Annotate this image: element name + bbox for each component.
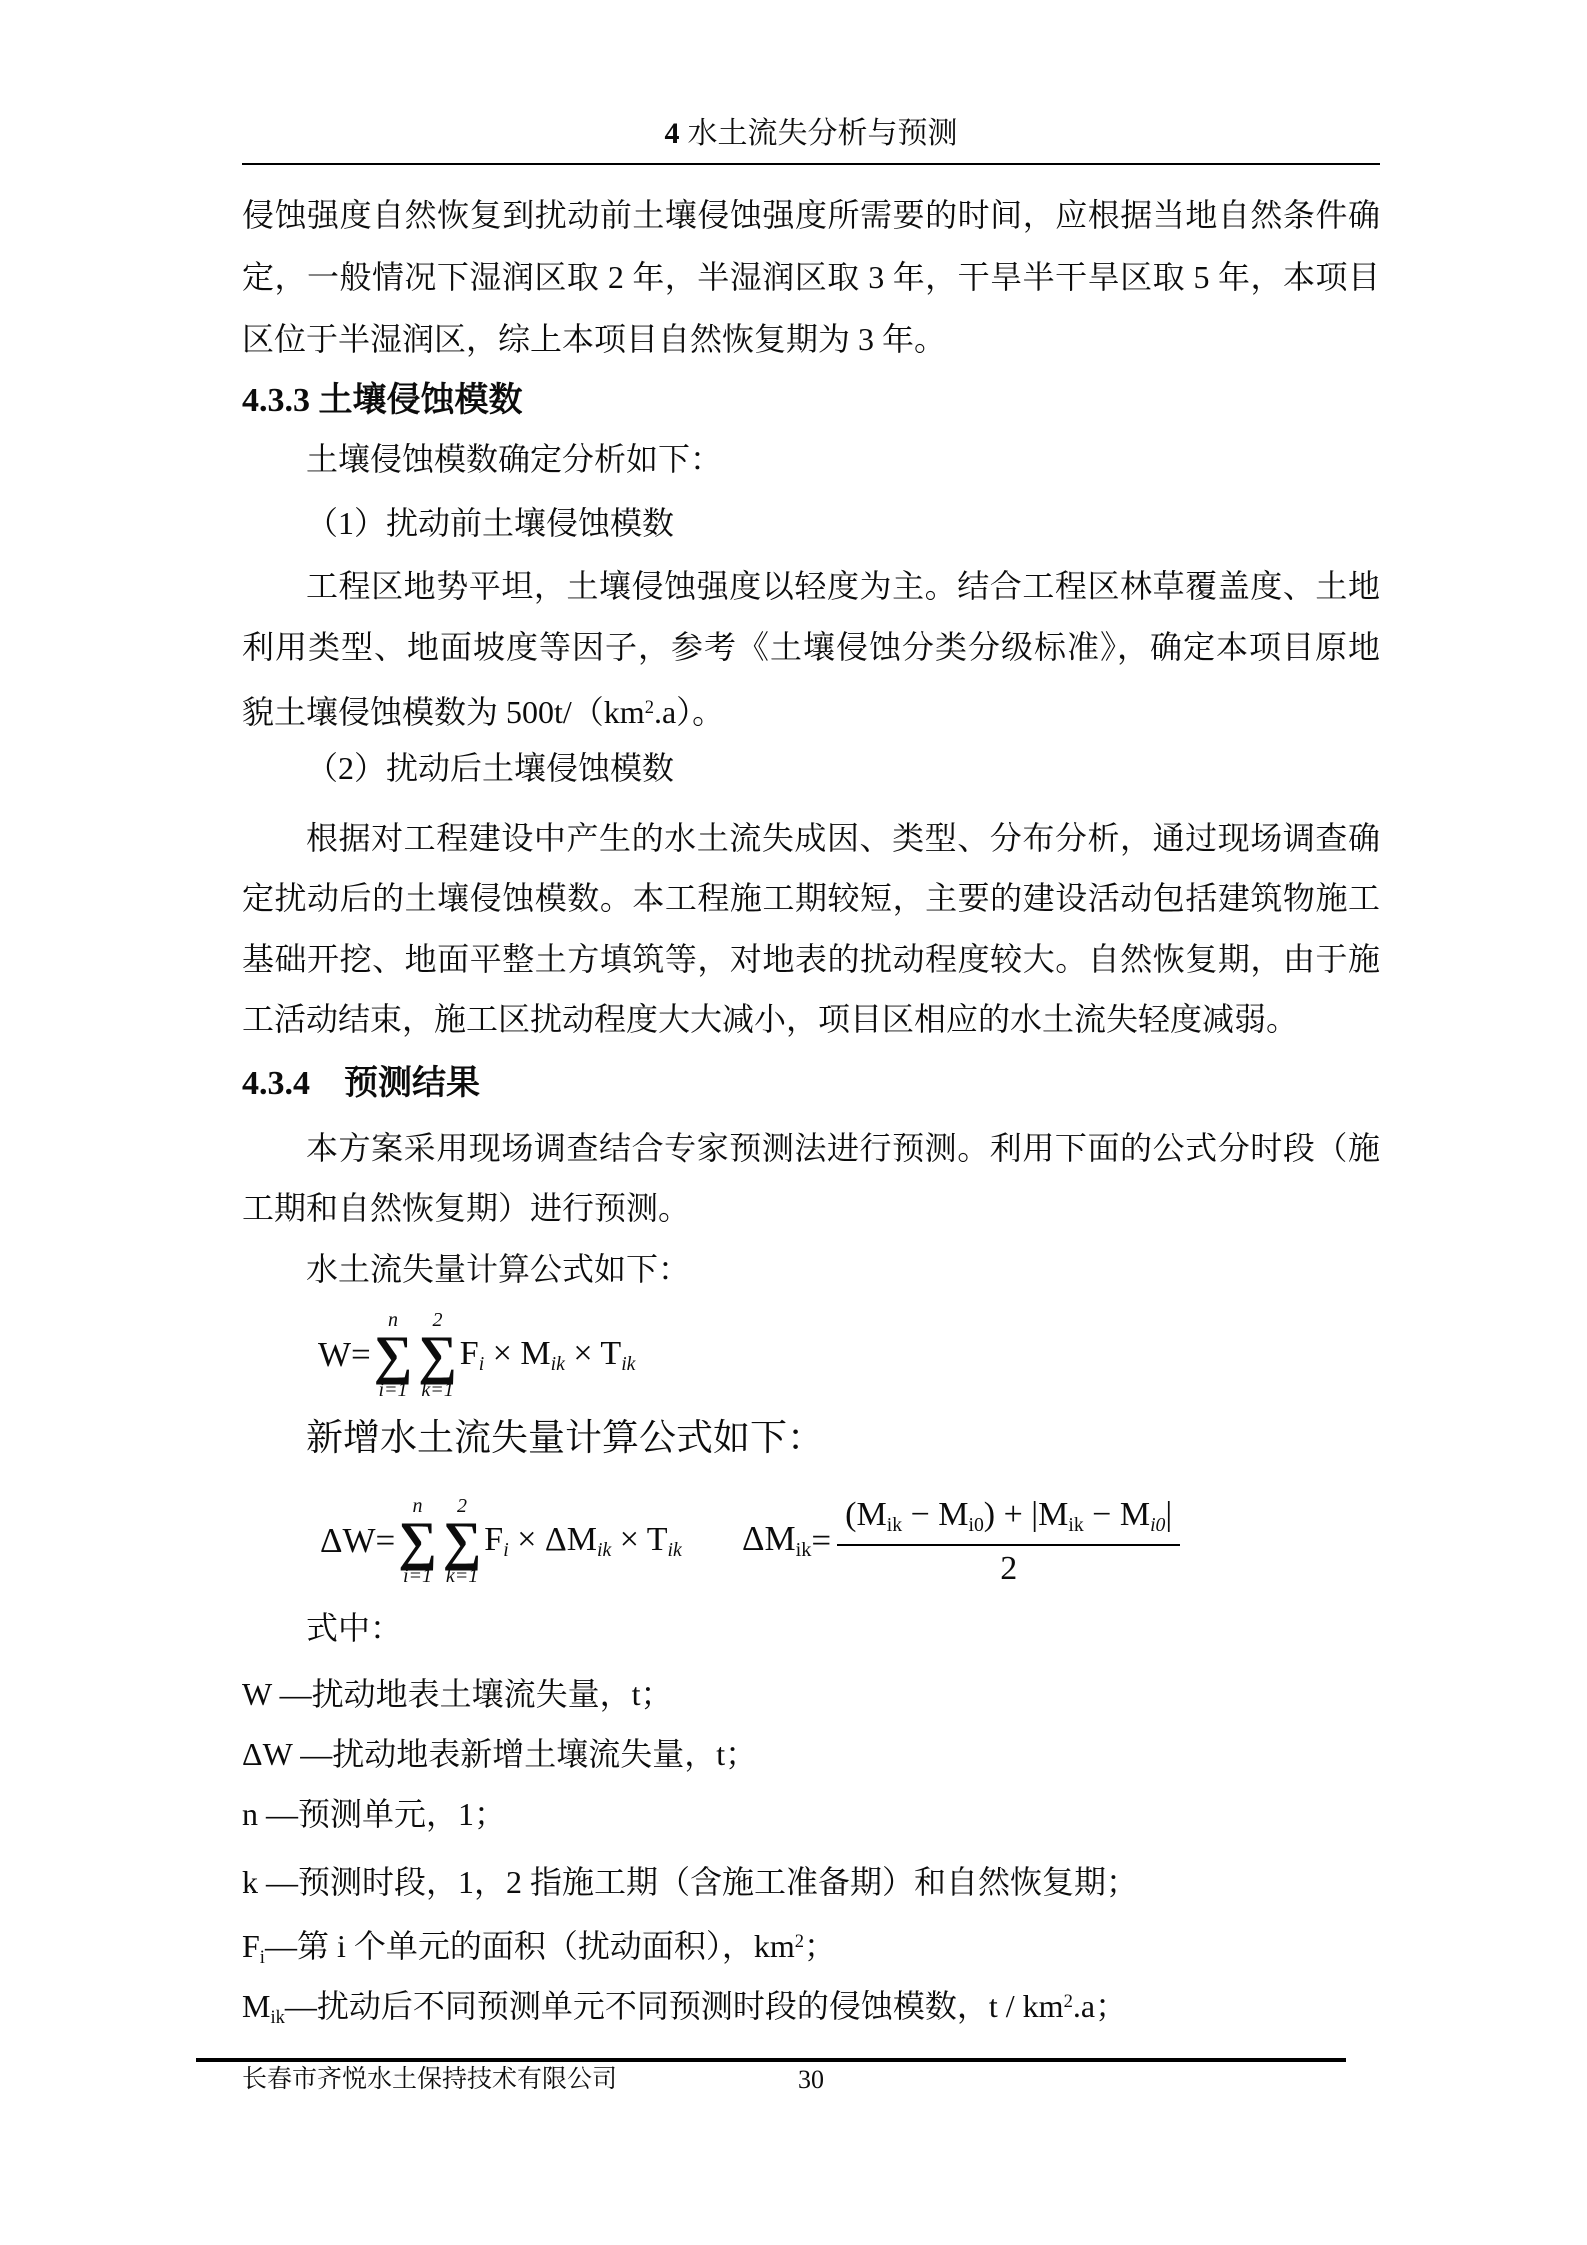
fraction xyxy=(837,1495,1180,1587)
body-text-line: 根据对工程建设中产生的水土流失成因、类型、分布分析，通过现场调查确 xyxy=(306,820,1380,856)
symbol-definition-k: k —预测时段，1，2 指施工期（含施工准备期）和自然恢复期； xyxy=(242,1864,1139,1900)
body-text-line: 基础开挖、地面平整土方填筑等，对地表的扰动程度较大。自然恢复期，由于施 xyxy=(242,941,1380,977)
sum-lower-limit: k=1 xyxy=(421,1379,454,1401)
symbol-definition-dw: ΔW —扰动地表新增土壤流失量，t； xyxy=(242,1736,758,1772)
sum-upper-limit: n xyxy=(412,1495,423,1517)
list-item-1-before-disturbance: （1）扰动前土壤侵蚀模数 xyxy=(306,505,675,541)
body-text-line: 利用类型、地面坡度等因子，参考《土壤侵蚀分类分级标准》，确定本项目原地 xyxy=(242,629,1380,665)
body-text-line: 本方案采用现场调查结合专家预测法进行预测。利用下面的公式分时段（施 xyxy=(306,1130,1380,1166)
body-text-line: 工期和自然恢复期）进行预测。 xyxy=(242,1190,691,1226)
list-item-2-after-disturbance: （2）扰动后土壤侵蚀模数 xyxy=(306,750,675,786)
sum-lower-limit: i=1 xyxy=(378,1379,408,1401)
symbol-definition-fi: Fi—第 i 个单元的面积（扰动面积），$km^2$； xyxy=(242,1928,837,1968)
body-text-line: 侵蚀强度自然恢复到扰动前土壤侵蚀强度所需要的时间，应根据当地自然条件确 xyxy=(242,197,1380,233)
sum-upper-limit: 2 xyxy=(457,1495,468,1517)
sigma-icon: ∑ xyxy=(442,1511,482,1571)
body-text-line: 工活动结束，施工区扰动程度大大减小，项目区相应的水土流失轻度减弱。 xyxy=(242,1001,1299,1037)
body-text-line: 水土流失量计算公式如下： xyxy=(306,1251,691,1287)
formula-delta-m xyxy=(742,1486,1180,1596)
sum-operator xyxy=(398,1496,437,1586)
body-text-line: 土壤侵蚀模数确定分析如下： xyxy=(306,441,723,477)
sigma-icon: ∑ xyxy=(373,1325,413,1385)
symbol-definition-mik: Mik—扰动后不同预测单元不同预测时段的侵蚀模数，t / $km^2.a$； xyxy=(242,1988,1128,2028)
sum-operator xyxy=(418,1310,457,1400)
sigma-icon: ∑ xyxy=(418,1325,457,1385)
sum-lower-limit: i=1 xyxy=(403,1565,433,1587)
formula-rhs: Fi × Mik × Tik xyxy=(459,1334,636,1375)
body-text-line: 区位于半湿润区，综上本项目自然恢复期为 3 年。 xyxy=(242,321,947,357)
body-text-line: 定，一般情况下湿润区取 2 年，半湿润区取 3 年，干旱半干旱区取 5 年，本项目 xyxy=(242,259,1380,295)
equals-sign: = xyxy=(811,1521,832,1560)
formula-new-soil-loss xyxy=(320,1486,682,1596)
body-text-line: 新增水土流失量计算公式如下： xyxy=(306,1418,824,1459)
body-text-line: 定扰动后的土壤侵蚀模数。本工程施工期较短，主要的建设活动包括建筑物施工 xyxy=(242,880,1380,916)
footer-company-name: 长春市齐悦水土保持技术有限公司 xyxy=(242,2066,618,2093)
page-content xyxy=(242,0,1380,2245)
formula-lhs: ΔW= xyxy=(320,1521,396,1560)
body-text-line: 工程区地势平坦，土壤侵蚀强度以轻度为主。结合工程区林草覆盖度、土地 xyxy=(306,568,1380,604)
footer-page-number: 30 xyxy=(798,2065,824,2094)
sum-upper-limit: 2 xyxy=(432,1309,443,1331)
sigma-icon: ∑ xyxy=(398,1511,437,1571)
footer-rule xyxy=(196,2058,1346,2062)
symbol-definition-w: W —扰动地表土壤流失量，t； xyxy=(242,1676,673,1712)
formula-lhs: ΔMik xyxy=(742,1519,812,1562)
sum-operator xyxy=(374,1310,413,1400)
sum-lower-limit: k=1 xyxy=(445,1565,479,1587)
body-text-line: 貌土壤侵蚀模数为 $500t/(km^2.a)$。 xyxy=(242,694,725,731)
formula-lhs: W= xyxy=(318,1335,371,1374)
fraction-denominator: 2 xyxy=(1000,1549,1018,1587)
formula-total-soil-loss xyxy=(318,1305,635,1405)
section-heading-4-3-4: 4.3.4 预测结果 xyxy=(242,1065,480,1102)
formula-rhs: Fi × ΔMik × Tik xyxy=(484,1520,682,1561)
fraction-numerator: (Mik − Mi0) + |Mik − Mi0| xyxy=(837,1495,1180,1546)
header-rule xyxy=(242,163,1380,165)
header-chapter-number: 4 xyxy=(664,117,680,150)
body-text-line: 式中： xyxy=(306,1610,403,1646)
sum-operator xyxy=(443,1496,482,1586)
section-heading-4-3-3: 4.3.3 土壤侵蚀模数 xyxy=(242,382,523,419)
header-chapter-title: 水土流失分析与预测 xyxy=(687,117,958,150)
symbol-definition-n: n —预测单元，1； xyxy=(242,1796,507,1832)
sum-upper-limit: n xyxy=(388,1309,399,1331)
page-header xyxy=(242,108,1380,160)
